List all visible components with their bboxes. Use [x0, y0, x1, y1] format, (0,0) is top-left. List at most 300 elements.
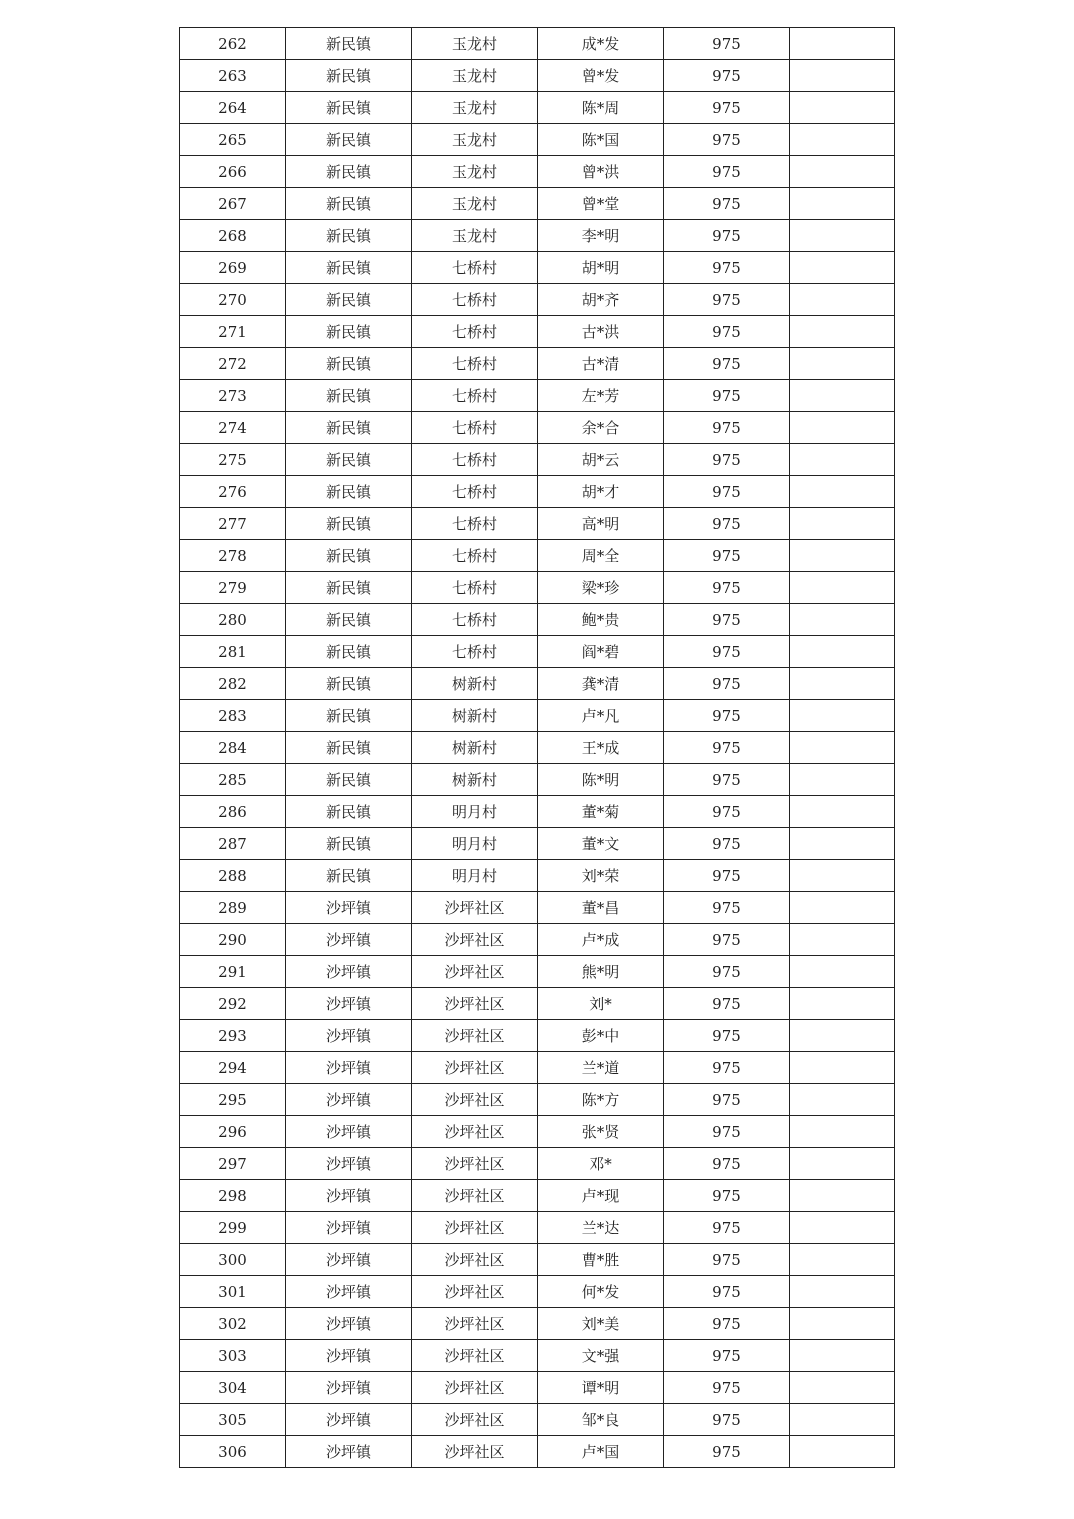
cell-amount: 975	[664, 1340, 790, 1372]
cell-town: 新民镇	[286, 572, 412, 604]
table-row	[180, 668, 895, 700]
cell-number: 287	[180, 828, 286, 860]
cell-amount: 975	[664, 732, 790, 764]
cell-name: 曹*胜	[538, 1244, 664, 1276]
cell-number: 292	[180, 988, 286, 1020]
cell-number: 275	[180, 444, 286, 476]
cell-note	[790, 28, 895, 60]
cell-name: 周*全	[538, 540, 664, 572]
cell-note	[790, 444, 895, 476]
table-row	[180, 1020, 895, 1052]
cell-town: 沙坪镇	[286, 1340, 412, 1372]
cell-amount: 975	[664, 1116, 790, 1148]
cell-note	[790, 1180, 895, 1212]
cell-town: 沙坪镇	[286, 1276, 412, 1308]
cell-number: 293	[180, 1020, 286, 1052]
cell-amount: 975	[664, 1436, 790, 1468]
cell-amount: 975	[664, 892, 790, 924]
cell-village: 沙坪社区	[412, 1148, 538, 1180]
cell-town: 新民镇	[286, 796, 412, 828]
cell-name: 曾*发	[538, 60, 664, 92]
cell-note	[790, 188, 895, 220]
cell-number: 262	[180, 28, 286, 60]
cell-town: 沙坪镇	[286, 1180, 412, 1212]
cell-name: 龚*清	[538, 668, 664, 700]
cell-amount: 975	[664, 604, 790, 636]
cell-town: 新民镇	[286, 636, 412, 668]
cell-name: 卢*凡	[538, 700, 664, 732]
table-row	[180, 1436, 895, 1468]
cell-village: 七桥村	[412, 316, 538, 348]
cell-amount: 975	[664, 988, 790, 1020]
cell-name: 邓*	[538, 1148, 664, 1180]
cell-town: 新民镇	[286, 476, 412, 508]
cell-note	[790, 892, 895, 924]
cell-amount: 975	[664, 1052, 790, 1084]
cell-town: 沙坪镇	[286, 924, 412, 956]
cell-number: 281	[180, 636, 286, 668]
cell-village: 沙坪社区	[412, 1212, 538, 1244]
cell-town: 沙坪镇	[286, 1308, 412, 1340]
cell-amount: 975	[664, 1020, 790, 1052]
cell-name: 胡*明	[538, 252, 664, 284]
table-row	[180, 956, 895, 988]
cell-number: 297	[180, 1148, 286, 1180]
cell-amount: 975	[664, 476, 790, 508]
cell-town: 新民镇	[286, 28, 412, 60]
cell-village: 沙坪社区	[412, 1052, 538, 1084]
cell-village: 沙坪社区	[412, 1020, 538, 1052]
table-row	[180, 124, 895, 156]
cell-note	[790, 284, 895, 316]
cell-town: 新民镇	[286, 252, 412, 284]
cell-number: 269	[180, 252, 286, 284]
cell-name: 刘*	[538, 988, 664, 1020]
cell-village: 沙坪社区	[412, 1084, 538, 1116]
cell-village: 七桥村	[412, 380, 538, 412]
cell-name: 成*发	[538, 28, 664, 60]
cell-name: 何*发	[538, 1276, 664, 1308]
cell-amount: 975	[664, 380, 790, 412]
cell-note	[790, 124, 895, 156]
cell-village: 玉龙村	[412, 28, 538, 60]
cell-number: 272	[180, 348, 286, 380]
cell-town: 沙坪镇	[286, 1084, 412, 1116]
table-row	[180, 572, 895, 604]
cell-amount: 975	[664, 412, 790, 444]
cell-town: 新民镇	[286, 60, 412, 92]
cell-number: 263	[180, 60, 286, 92]
cell-name: 卢*现	[538, 1180, 664, 1212]
cell-town: 新民镇	[286, 764, 412, 796]
cell-village: 沙坪社区	[412, 1340, 538, 1372]
cell-number: 274	[180, 412, 286, 444]
cell-amount: 975	[664, 540, 790, 572]
cell-note	[790, 604, 895, 636]
cell-name: 古*洪	[538, 316, 664, 348]
table-row	[180, 220, 895, 252]
cell-amount: 975	[664, 1244, 790, 1276]
cell-town: 沙坪镇	[286, 1052, 412, 1084]
cell-name: 彭*中	[538, 1020, 664, 1052]
cell-village: 七桥村	[412, 476, 538, 508]
cell-town: 沙坪镇	[286, 956, 412, 988]
table-row	[180, 444, 895, 476]
table-row	[180, 412, 895, 444]
table-row	[180, 1084, 895, 1116]
cell-amount: 975	[664, 284, 790, 316]
cell-town: 新民镇	[286, 348, 412, 380]
cell-number: 282	[180, 668, 286, 700]
cell-amount: 975	[664, 1148, 790, 1180]
table-row	[180, 892, 895, 924]
cell-name: 卢*国	[538, 1436, 664, 1468]
table-row	[180, 1276, 895, 1308]
cell-village: 树新村	[412, 764, 538, 796]
table-row	[180, 1116, 895, 1148]
cell-name: 曾*洪	[538, 156, 664, 188]
cell-amount: 975	[664, 1372, 790, 1404]
cell-number: 302	[180, 1308, 286, 1340]
cell-name: 熊*明	[538, 956, 664, 988]
cell-name: 文*强	[538, 1340, 664, 1372]
cell-amount: 975	[664, 316, 790, 348]
cell-note	[790, 1436, 895, 1468]
cell-note	[790, 348, 895, 380]
cell-name: 陈*周	[538, 92, 664, 124]
table-row	[180, 764, 895, 796]
cell-town: 新民镇	[286, 860, 412, 892]
cell-town: 新民镇	[286, 284, 412, 316]
cell-name: 曾*堂	[538, 188, 664, 220]
cell-number: 296	[180, 1116, 286, 1148]
roster-table-body	[180, 28, 895, 1468]
table-row	[180, 604, 895, 636]
cell-number: 264	[180, 92, 286, 124]
cell-name: 阎*碧	[538, 636, 664, 668]
cell-village: 七桥村	[412, 540, 538, 572]
cell-amount: 975	[664, 1084, 790, 1116]
cell-town: 沙坪镇	[286, 1372, 412, 1404]
cell-name: 张*贤	[538, 1116, 664, 1148]
cell-village: 七桥村	[412, 412, 538, 444]
table-row	[180, 28, 895, 60]
cell-amount: 975	[664, 508, 790, 540]
cell-village: 玉龙村	[412, 124, 538, 156]
cell-note	[790, 508, 895, 540]
cell-village: 沙坪社区	[412, 1404, 538, 1436]
cell-note	[790, 476, 895, 508]
cell-number: 301	[180, 1276, 286, 1308]
cell-number: 294	[180, 1052, 286, 1084]
cell-town: 沙坪镇	[286, 1244, 412, 1276]
cell-town: 沙坪镇	[286, 1020, 412, 1052]
cell-town: 沙坪镇	[286, 892, 412, 924]
cell-village: 七桥村	[412, 604, 538, 636]
cell-village: 七桥村	[412, 252, 538, 284]
table-row	[180, 252, 895, 284]
cell-amount: 975	[664, 860, 790, 892]
table-row	[180, 700, 895, 732]
table-row	[180, 1372, 895, 1404]
cell-town: 沙坪镇	[286, 1404, 412, 1436]
cell-number: 303	[180, 1340, 286, 1372]
table-row	[180, 1244, 895, 1276]
cell-number: 291	[180, 956, 286, 988]
cell-number: 273	[180, 380, 286, 412]
cell-number: 304	[180, 1372, 286, 1404]
table-row	[180, 860, 895, 892]
cell-village: 明月村	[412, 828, 538, 860]
cell-amount: 975	[664, 92, 790, 124]
table-row	[180, 988, 895, 1020]
cell-number: 268	[180, 220, 286, 252]
cell-town: 新民镇	[286, 732, 412, 764]
cell-village: 沙坪社区	[412, 892, 538, 924]
cell-village: 玉龙村	[412, 92, 538, 124]
cell-amount: 975	[664, 220, 790, 252]
cell-amount: 975	[664, 444, 790, 476]
table-row	[180, 1404, 895, 1436]
cell-village: 玉龙村	[412, 60, 538, 92]
cell-note	[790, 860, 895, 892]
cell-amount: 975	[664, 572, 790, 604]
cell-village: 七桥村	[412, 284, 538, 316]
cell-name: 梁*珍	[538, 572, 664, 604]
cell-amount: 975	[664, 252, 790, 284]
cell-name: 陈*明	[538, 764, 664, 796]
cell-town: 新民镇	[286, 540, 412, 572]
cell-number: 298	[180, 1180, 286, 1212]
cell-note	[790, 1372, 895, 1404]
cell-number: 280	[180, 604, 286, 636]
cell-amount: 975	[664, 1308, 790, 1340]
cell-name: 邹*良	[538, 1404, 664, 1436]
cell-amount: 975	[664, 188, 790, 220]
cell-name: 鲍*贵	[538, 604, 664, 636]
cell-village: 沙坪社区	[412, 988, 538, 1020]
cell-name: 卢*成	[538, 924, 664, 956]
table-row	[180, 60, 895, 92]
table-row	[180, 380, 895, 412]
cell-note	[790, 60, 895, 92]
cell-note	[790, 220, 895, 252]
cell-note	[790, 380, 895, 412]
cell-name: 陈*方	[538, 1084, 664, 1116]
cell-name: 余*合	[538, 412, 664, 444]
cell-village: 树新村	[412, 732, 538, 764]
cell-number: 285	[180, 764, 286, 796]
table-row	[180, 476, 895, 508]
cell-town: 新民镇	[286, 92, 412, 124]
cell-note	[790, 540, 895, 572]
cell-village: 明月村	[412, 860, 538, 892]
cell-village: 沙坪社区	[412, 924, 538, 956]
cell-town: 沙坪镇	[286, 1116, 412, 1148]
table-row	[180, 732, 895, 764]
cell-amount: 975	[664, 668, 790, 700]
cell-amount: 975	[664, 924, 790, 956]
cell-amount: 975	[664, 156, 790, 188]
table-row	[180, 188, 895, 220]
cell-number: 306	[180, 1436, 286, 1468]
cell-number: 299	[180, 1212, 286, 1244]
cell-name: 董*昌	[538, 892, 664, 924]
cell-village: 沙坪社区	[412, 1276, 538, 1308]
cell-note	[790, 796, 895, 828]
cell-number: 271	[180, 316, 286, 348]
cell-village: 七桥村	[412, 636, 538, 668]
cell-amount: 975	[664, 28, 790, 60]
cell-number: 284	[180, 732, 286, 764]
cell-town: 沙坪镇	[286, 1436, 412, 1468]
cell-town: 新民镇	[286, 380, 412, 412]
cell-village: 沙坪社区	[412, 1116, 538, 1148]
cell-town: 新民镇	[286, 188, 412, 220]
cell-number: 270	[180, 284, 286, 316]
cell-village: 树新村	[412, 668, 538, 700]
cell-name: 高*明	[538, 508, 664, 540]
cell-name: 兰*达	[538, 1212, 664, 1244]
cell-note	[790, 412, 895, 444]
table-row	[180, 924, 895, 956]
cell-name: 兰*道	[538, 1052, 664, 1084]
cell-number: 277	[180, 508, 286, 540]
cell-town: 沙坪镇	[286, 1212, 412, 1244]
cell-name: 左*芳	[538, 380, 664, 412]
cell-town: 新民镇	[286, 124, 412, 156]
table-row	[180, 92, 895, 124]
cell-village: 沙坪社区	[412, 956, 538, 988]
cell-number: 276	[180, 476, 286, 508]
cell-amount: 975	[664, 764, 790, 796]
cell-note	[790, 1052, 895, 1084]
cell-note	[790, 156, 895, 188]
cell-note	[790, 828, 895, 860]
table-row	[180, 1180, 895, 1212]
cell-amount: 975	[664, 1212, 790, 1244]
cell-town: 新民镇	[286, 156, 412, 188]
cell-town: 沙坪镇	[286, 1148, 412, 1180]
cell-name: 李*明	[538, 220, 664, 252]
cell-name: 刘*荣	[538, 860, 664, 892]
cell-number: 265	[180, 124, 286, 156]
cell-town: 新民镇	[286, 412, 412, 444]
cell-note	[790, 636, 895, 668]
cell-village: 沙坪社区	[412, 1436, 538, 1468]
cell-amount: 975	[664, 700, 790, 732]
cell-village: 玉龙村	[412, 220, 538, 252]
cell-village: 七桥村	[412, 572, 538, 604]
table-row	[180, 156, 895, 188]
cell-town: 新民镇	[286, 828, 412, 860]
cell-name: 胡*云	[538, 444, 664, 476]
table-row	[180, 284, 895, 316]
table-row	[180, 540, 895, 572]
cell-number: 295	[180, 1084, 286, 1116]
cell-amount: 975	[664, 956, 790, 988]
cell-note	[790, 924, 895, 956]
cell-number: 279	[180, 572, 286, 604]
cell-note	[790, 1084, 895, 1116]
cell-note	[790, 1276, 895, 1308]
cell-number: 267	[180, 188, 286, 220]
cell-name: 古*清	[538, 348, 664, 380]
cell-name: 胡*齐	[538, 284, 664, 316]
cell-note	[790, 956, 895, 988]
cell-note	[790, 988, 895, 1020]
cell-town: 新民镇	[286, 316, 412, 348]
cell-amount: 975	[664, 348, 790, 380]
cell-name: 谭*明	[538, 1372, 664, 1404]
cell-note	[790, 316, 895, 348]
cell-name: 胡*才	[538, 476, 664, 508]
cell-amount: 975	[664, 796, 790, 828]
cell-town: 新民镇	[286, 444, 412, 476]
cell-number: 266	[180, 156, 286, 188]
table-row	[180, 1212, 895, 1244]
cell-note	[790, 764, 895, 796]
table-row	[180, 1308, 895, 1340]
table-row	[180, 828, 895, 860]
cell-amount: 975	[664, 636, 790, 668]
cell-name: 董*文	[538, 828, 664, 860]
table-row	[180, 1148, 895, 1180]
cell-amount: 975	[664, 1276, 790, 1308]
cell-amount: 975	[664, 124, 790, 156]
cell-number: 300	[180, 1244, 286, 1276]
cell-note	[790, 92, 895, 124]
cell-note	[790, 1308, 895, 1340]
cell-note	[790, 1116, 895, 1148]
cell-number: 288	[180, 860, 286, 892]
cell-village: 玉龙村	[412, 188, 538, 220]
cell-town: 沙坪镇	[286, 988, 412, 1020]
cell-number: 283	[180, 700, 286, 732]
table-row	[180, 796, 895, 828]
cell-village: 玉龙村	[412, 156, 538, 188]
cell-name: 王*成	[538, 732, 664, 764]
cell-village: 沙坪社区	[412, 1244, 538, 1276]
cell-number: 289	[180, 892, 286, 924]
cell-note	[790, 572, 895, 604]
cell-note	[790, 700, 895, 732]
cell-town: 新民镇	[286, 220, 412, 252]
table-row	[180, 316, 895, 348]
cell-note	[790, 252, 895, 284]
cell-note	[790, 668, 895, 700]
cell-name: 董*菊	[538, 796, 664, 828]
cell-note	[790, 1020, 895, 1052]
cell-village: 七桥村	[412, 508, 538, 540]
cell-town: 新民镇	[286, 508, 412, 540]
cell-amount: 975	[664, 828, 790, 860]
cell-name: 刘*美	[538, 1308, 664, 1340]
cell-town: 新民镇	[286, 604, 412, 636]
cell-number: 278	[180, 540, 286, 572]
cell-amount: 975	[664, 1180, 790, 1212]
cell-name: 陈*国	[538, 124, 664, 156]
cell-number: 286	[180, 796, 286, 828]
cell-note	[790, 1244, 895, 1276]
cell-note	[790, 1404, 895, 1436]
table-row	[180, 636, 895, 668]
cell-village: 沙坪社区	[412, 1372, 538, 1404]
table-row	[180, 1052, 895, 1084]
cell-town: 新民镇	[286, 700, 412, 732]
cell-note	[790, 732, 895, 764]
roster-table	[179, 27, 895, 1468]
